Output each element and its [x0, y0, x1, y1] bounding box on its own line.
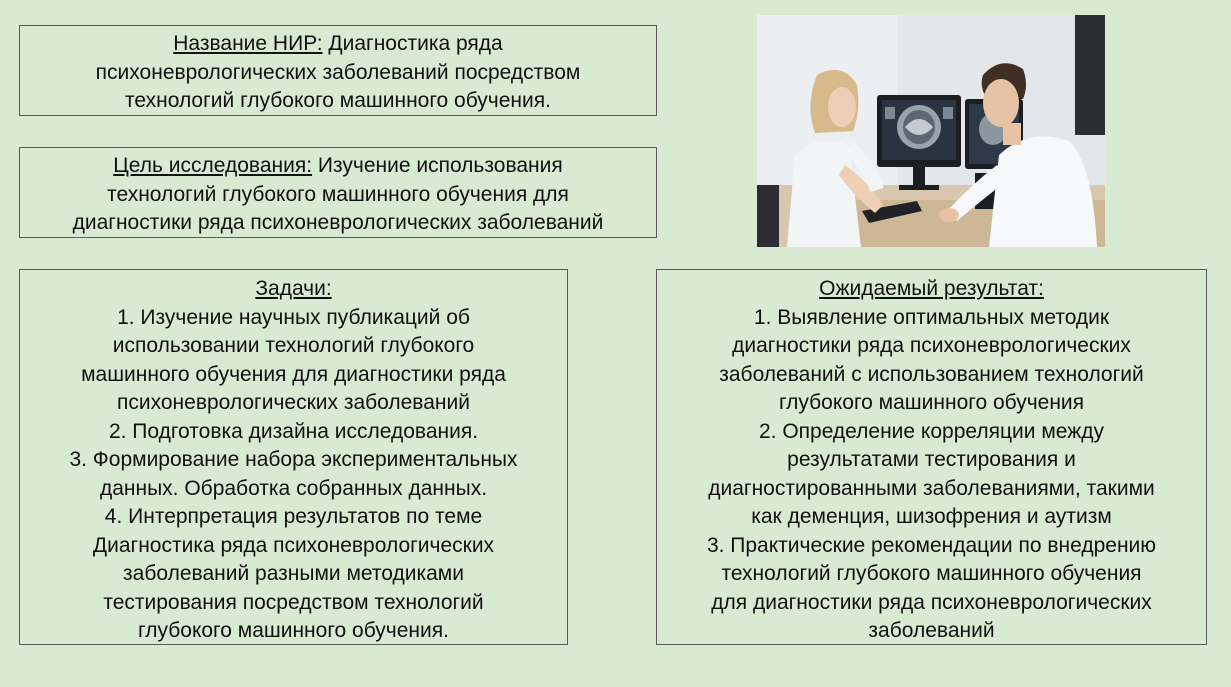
tasks-line: 2. Подготовка дизайна исследования.	[108, 419, 479, 443]
expected-result-line: как деменция, шизофрения и аутизм	[751, 505, 1112, 528]
tasks-line: 3. Формирование набора экспериментальных	[69, 448, 518, 471]
tasks-line: 4. Интерпретация результатов по теме	[104, 505, 483, 528]
tasks-line: 1. Изучение научных публикаций об	[117, 305, 470, 329]
expected-result-line: заболеваний с использованием технологий	[719, 362, 1144, 386]
expected-result-line: технологий глубокого машинного обучения	[721, 562, 1142, 585]
research-goal-line-2: технологий глубокого машинного обучения для	[107, 182, 569, 206]
tasks-heading: Задачи:	[255, 277, 332, 300]
expected-result-box	[656, 269, 1207, 645]
research-title-box	[19, 25, 657, 116]
tasks-box	[19, 269, 568, 645]
expected-result-line: заболеваний	[868, 619, 995, 642]
research-goal-line-3: диагностики ряда психоневрологических заболеваний	[72, 211, 604, 234]
expected-result-line: для диагностики ряда психоневрологических	[711, 590, 1152, 614]
research-goal-line-1	[20, 152, 656, 181]
research-goal-box	[19, 147, 657, 238]
expected-result-line: глубокого машинного обучения	[778, 391, 1085, 414]
tasks-line: тестирования посредством технологий	[103, 590, 484, 614]
expected-result-line: 2. Определение корреляции между	[758, 419, 1105, 443]
research-title-line-3: технологий глубокого машинного обучения.	[125, 89, 551, 112]
photo-illustration	[757, 15, 1105, 247]
research-title-line-1	[20, 30, 656, 59]
research-goal-text: Изучение использования	[312, 154, 563, 177]
expected-result-line: результатами тестирования и	[787, 448, 1076, 471]
tasks-line: психоневрологических заболеваний	[117, 391, 470, 414]
research-title-line-2: психоневрологических заболеваний посредством	[95, 60, 581, 84]
tasks-line: использовании технологий глубокого	[112, 334, 475, 357]
doctors-brain-scan-photo	[757, 15, 1105, 247]
research-title-heading: Название НИР:	[173, 32, 323, 55]
tasks-line: данных. Обработка собранных данных.	[99, 476, 488, 500]
tasks-line: машинного обучения для диагностики ряда	[81, 362, 506, 386]
expected-result-line: диагностированными заболеваниями, такими	[708, 476, 1155, 500]
expected-result-line: 3. Практические рекомендации по внедрению	[706, 533, 1157, 557]
tasks-line: глубокого машинного обучения.	[138, 619, 449, 642]
expected-result-line: диагностики ряда психоневрологических	[732, 334, 1131, 357]
expected-result-line: 1. Выявление оптимальных методик	[753, 305, 1110, 329]
expected-result-heading: Ожидаемый результат:	[819, 277, 1044, 300]
research-title-text: Диагностика ряда	[322, 32, 503, 55]
research-goal-heading: Цель исследования:	[113, 154, 313, 177]
tasks-line: Диагностика ряда психоневрологических	[92, 533, 495, 557]
tasks-line: заболеваний разными методиками	[123, 562, 464, 585]
